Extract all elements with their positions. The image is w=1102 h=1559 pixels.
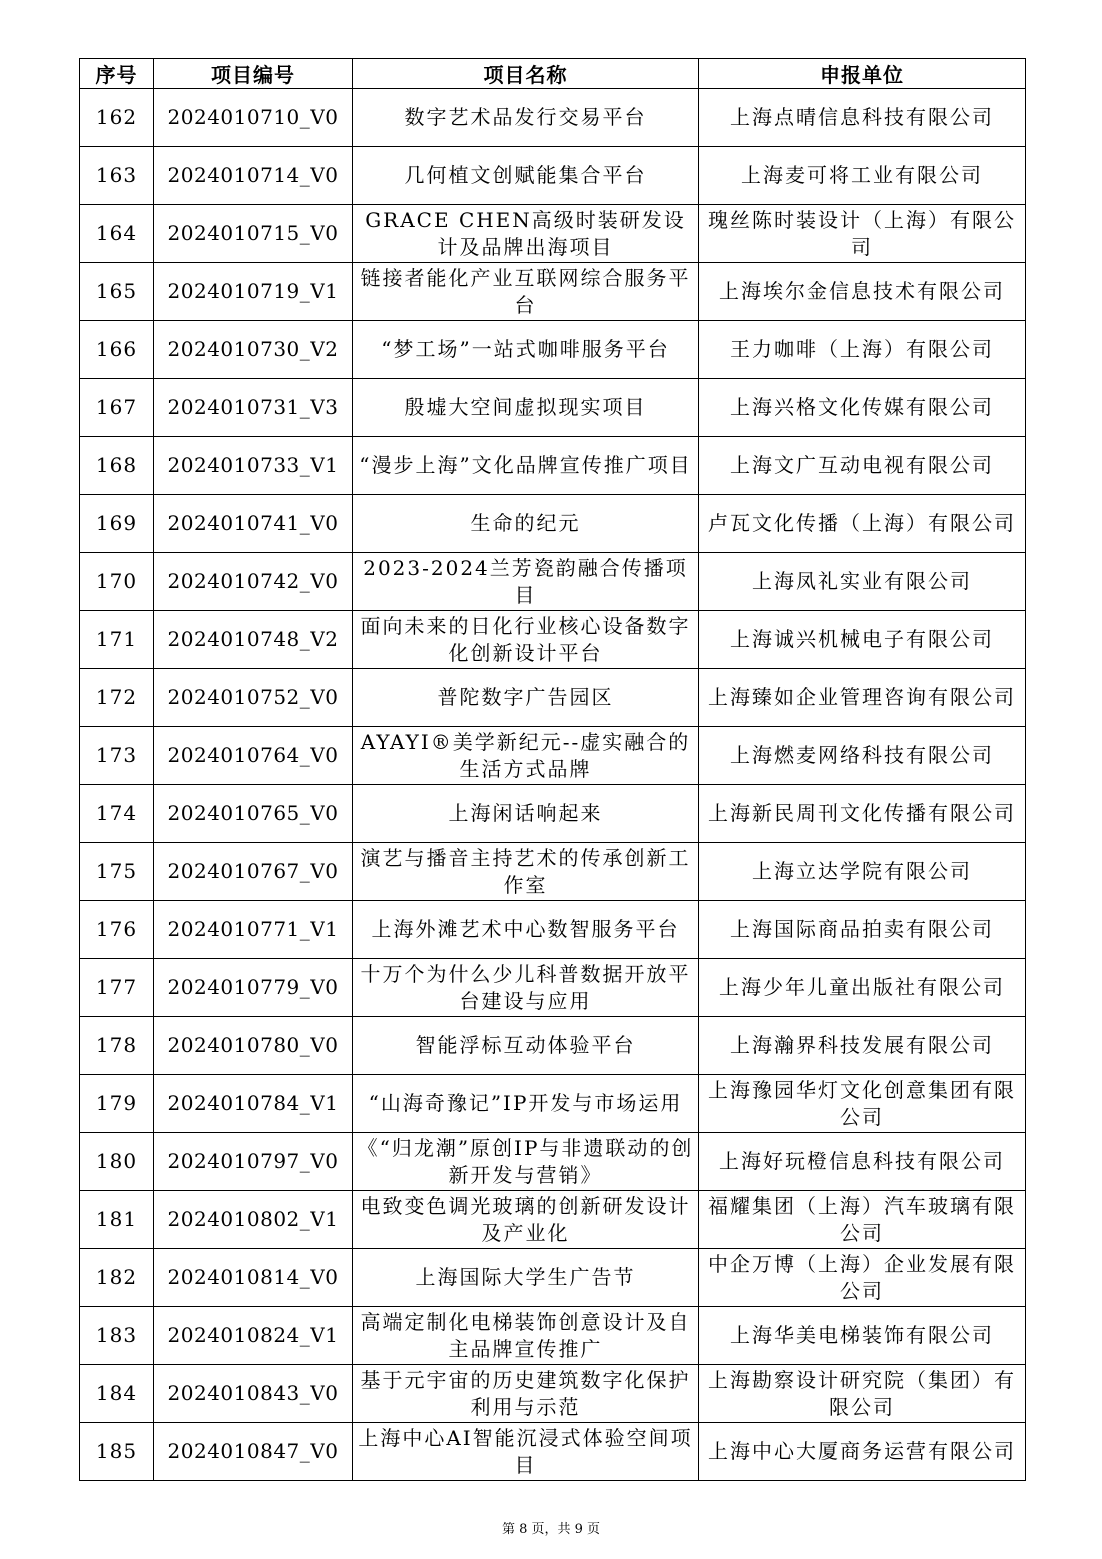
cell-project-name: 上海闲话响起来	[353, 785, 699, 843]
project-table	[79, 58, 1026, 1481]
cell-applicant: 中企万博（上海）企业发展有限公司	[699, 1249, 1026, 1307]
cell-applicant: 上海瀚界科技发展有限公司	[699, 1017, 1026, 1075]
cell-applicant: 上海文广互动电视有限公司	[699, 437, 1026, 495]
cell-applicant: 瑰丝陈时装设计（上海）有限公司	[699, 205, 1026, 263]
cell-project-name: GRACE CHEN高级时装研发设计及品牌出海项目	[353, 205, 699, 263]
cell-seq: 183	[80, 1307, 154, 1365]
cell-project-name: “漫步上海”文化品牌宣传推广项目	[353, 437, 699, 495]
cell-applicant: 上海立达学院有限公司	[699, 843, 1026, 901]
table-row	[80, 147, 1026, 205]
cell-seq: 181	[80, 1191, 154, 1249]
table-body	[80, 89, 1026, 1481]
cell-project-name: 演艺与播音主持艺术的传承创新工作室	[353, 843, 699, 901]
table-row	[80, 263, 1026, 321]
cell-seq: 176	[80, 901, 154, 959]
page-footer: 第 8 页，共 9 页	[501, 1522, 601, 1537]
table-header	[80, 59, 1026, 89]
table-row	[80, 1423, 1026, 1481]
cell-project-code: 2024010771_V1	[154, 901, 353, 959]
table-row	[80, 1365, 1026, 1423]
cell-project-name: 普陀数字广告园区	[353, 669, 699, 727]
cell-applicant: 上海凤礼实业有限公司	[699, 553, 1026, 611]
table-row	[80, 1075, 1026, 1133]
cell-project-code: 2024010767_V0	[154, 843, 353, 901]
cell-applicant: 上海臻如企业管理咨询有限公司	[699, 669, 1026, 727]
table-row	[80, 1017, 1026, 1075]
cell-seq: 162	[80, 89, 154, 147]
cell-seq: 168	[80, 437, 154, 495]
cell-project-name: 生命的纪元	[353, 495, 699, 553]
cell-project-name: 上海外滩艺术中心数智服务平台	[353, 901, 699, 959]
cell-applicant: 上海新民周刊文化传播有限公司	[699, 785, 1026, 843]
header-project-name: 项目名称	[353, 59, 699, 89]
table-row	[80, 437, 1026, 495]
cell-seq: 167	[80, 379, 154, 437]
cell-seq: 175	[80, 843, 154, 901]
header-row	[80, 59, 1026, 89]
cell-applicant: 上海中心大厦商务运营有限公司	[699, 1423, 1026, 1481]
cell-project-code: 2024010802_V1	[154, 1191, 353, 1249]
cell-project-code: 2024010847_V0	[154, 1423, 353, 1481]
cell-project-code: 2024010752_V0	[154, 669, 353, 727]
cell-project-code: 2024010731_V3	[154, 379, 353, 437]
cell-project-name: 殷墟大空间虚拟现实项目	[353, 379, 699, 437]
cell-applicant: 上海华美电梯装饰有限公司	[699, 1307, 1026, 1365]
table-row	[80, 1249, 1026, 1307]
cell-project-code: 2024010814_V0	[154, 1249, 353, 1307]
table-row	[80, 495, 1026, 553]
cell-project-code: 2024010715_V0	[154, 205, 353, 263]
cell-project-code: 2024010741_V0	[154, 495, 353, 553]
cell-seq: 179	[80, 1075, 154, 1133]
cell-project-code: 2024010733_V1	[154, 437, 353, 495]
cell-project-code: 2024010797_V0	[154, 1133, 353, 1191]
cell-project-code: 2024010779_V0	[154, 959, 353, 1017]
cell-applicant: 上海国际商品拍卖有限公司	[699, 901, 1026, 959]
cell-seq: 182	[80, 1249, 154, 1307]
cell-project-name: “梦工场”一站式咖啡服务平台	[353, 321, 699, 379]
cell-applicant: 上海埃尔金信息技术有限公司	[699, 263, 1026, 321]
cell-project-code: 2024010714_V0	[154, 147, 353, 205]
cell-seq: 163	[80, 147, 154, 205]
table-row	[80, 611, 1026, 669]
cell-seq: 178	[80, 1017, 154, 1075]
cell-seq: 185	[80, 1423, 154, 1481]
header-applicant: 申报单位	[699, 59, 1026, 89]
header-project-code: 项目编号	[154, 59, 353, 89]
cell-applicant: 卢瓦文化传播（上海）有限公司	[699, 495, 1026, 553]
cell-applicant: 上海点晴信息科技有限公司	[699, 89, 1026, 147]
cell-applicant: 上海诚兴机械电子有限公司	[699, 611, 1026, 669]
cell-applicant: 上海勘察设计研究院（集团）有限公司	[699, 1365, 1026, 1423]
cell-project-code: 2024010765_V0	[154, 785, 353, 843]
cell-seq: 164	[80, 205, 154, 263]
cell-seq: 166	[80, 321, 154, 379]
cell-project-name: 高端定制化电梯装饰创意设计及自主品牌宣传推广	[353, 1307, 699, 1365]
cell-project-name: 链接者能化产业互联网综合服务平台	[353, 263, 699, 321]
cell-project-code: 2024010710_V0	[154, 89, 353, 147]
cell-applicant: 上海燃麦网络科技有限公司	[699, 727, 1026, 785]
cell-project-code: 2024010824_V1	[154, 1307, 353, 1365]
table-row	[80, 959, 1026, 1017]
cell-project-code: 2024010719_V1	[154, 263, 353, 321]
cell-applicant: 上海少年儿童出版社有限公司	[699, 959, 1026, 1017]
cell-applicant: 上海好玩橙信息科技有限公司	[699, 1133, 1026, 1191]
cell-project-name: 2023-2024兰芳瓷韵融合传播项目	[353, 553, 699, 611]
cell-project-name: 数字艺术品发行交易平台	[353, 89, 699, 147]
cell-seq: 174	[80, 785, 154, 843]
table-row	[80, 1133, 1026, 1191]
cell-project-name: “山海奇豫记”IP开发与市场运用	[353, 1075, 699, 1133]
table-row	[80, 669, 1026, 727]
cell-project-name: 《“归龙潮”原创IP与非遗联动的创新开发与营销》	[353, 1133, 699, 1191]
table-row	[80, 785, 1026, 843]
cell-project-name: 面向未来的日化行业核心设备数字化创新设计平台	[353, 611, 699, 669]
cell-seq: 172	[80, 669, 154, 727]
cell-project-name: 智能浮标互动体验平台	[353, 1017, 699, 1075]
cell-seq: 184	[80, 1365, 154, 1423]
cell-applicant: 上海麦可将工业有限公司	[699, 147, 1026, 205]
table-row	[80, 89, 1026, 147]
cell-project-name: 十万个为什么少儿科普数据开放平台建设与应用	[353, 959, 699, 1017]
cell-project-name: 上海中心AI智能沉浸式体验空间项目	[353, 1423, 699, 1481]
header-seq: 序号	[80, 59, 154, 89]
cell-applicant: 王力咖啡（上海）有限公司	[699, 321, 1026, 379]
cell-applicant: 上海兴格文化传媒有限公司	[699, 379, 1026, 437]
cell-seq: 173	[80, 727, 154, 785]
table-row	[80, 379, 1026, 437]
cell-project-code: 2024010748_V2	[154, 611, 353, 669]
table-row	[80, 901, 1026, 959]
table-row	[80, 205, 1026, 263]
table-row	[80, 1191, 1026, 1249]
cell-seq: 177	[80, 959, 154, 1017]
cell-project-code: 2024010784_V1	[154, 1075, 353, 1133]
cell-seq: 169	[80, 495, 154, 553]
table-row	[80, 321, 1026, 379]
cell-applicant: 福耀集团（上海）汽车玻璃有限公司	[699, 1191, 1026, 1249]
cell-project-code: 2024010843_V0	[154, 1365, 353, 1423]
cell-seq: 170	[80, 553, 154, 611]
cell-seq: 180	[80, 1133, 154, 1191]
cell-project-name: 上海国际大学生广告节	[353, 1249, 699, 1307]
cell-project-name: 几何植文创赋能集合平台	[353, 147, 699, 205]
table-row	[80, 843, 1026, 901]
cell-project-code: 2024010742_V0	[154, 553, 353, 611]
table-row	[80, 727, 1026, 785]
table-row	[80, 1307, 1026, 1365]
cell-seq: 171	[80, 611, 154, 669]
cell-project-name: AYAYI®美学新纪元--虚实融合的生活方式品牌	[353, 727, 699, 785]
cell-project-code: 2024010730_V2	[154, 321, 353, 379]
cell-seq: 165	[80, 263, 154, 321]
cell-applicant: 上海豫园华灯文化创意集团有限公司	[699, 1075, 1026, 1133]
cell-project-name: 电致变色调光玻璃的创新研发设计及产业化	[353, 1191, 699, 1249]
table-row	[80, 553, 1026, 611]
cell-project-name: 基于元宇宙的历史建筑数字化保护利用与示范	[353, 1365, 699, 1423]
cell-project-code: 2024010764_V0	[154, 727, 353, 785]
cell-project-code: 2024010780_V0	[154, 1017, 353, 1075]
